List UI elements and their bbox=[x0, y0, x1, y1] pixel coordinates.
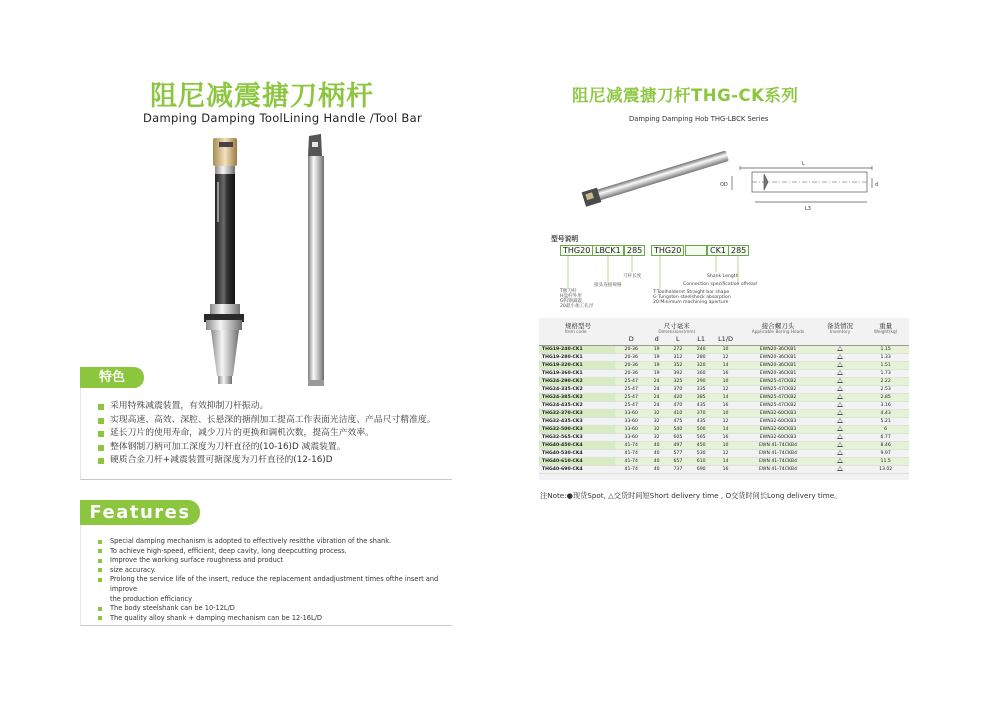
code-label-type-en-1: T:Toolholdernt Straight bar shape bbox=[653, 290, 730, 295]
table-cell: 19 bbox=[647, 362, 666, 370]
table-cell-weight: 3.16 bbox=[862, 402, 909, 410]
feature-en-item: the production efficiancy bbox=[110, 594, 193, 603]
table-cell: 10 bbox=[713, 442, 738, 450]
stock-cell bbox=[818, 442, 863, 450]
table-cell: EWN20-36CKB1 bbox=[738, 354, 818, 362]
feature-en-item: Special damping mechanism is adopted to effectively resitthe vibration of the shank. bbox=[98, 537, 448, 547]
table-cell-weight: 1.73 bbox=[862, 370, 909, 378]
code1-part2: LBCK1 bbox=[592, 245, 624, 256]
table-cell: 565 bbox=[690, 434, 713, 442]
table-cell: 41-74 bbox=[615, 450, 647, 458]
chinese-feature-list bbox=[98, 400, 436, 468]
table-cell-item: THG24-435-CK2 bbox=[539, 402, 615, 410]
code2-part2: CK1 bbox=[707, 245, 729, 256]
stock-cell bbox=[818, 362, 863, 370]
table-cell: EWN20-36CKB1 bbox=[738, 370, 818, 378]
table-cell: 737 bbox=[666, 466, 689, 474]
model-explanation-title: 型号说明 bbox=[551, 235, 579, 243]
table-cell-weight: 5.21 bbox=[862, 418, 909, 426]
table-cell-item: THG32-435-CK3 bbox=[539, 418, 615, 426]
header-blank bbox=[539, 335, 615, 346]
table-cell: 41-74 bbox=[615, 466, 647, 474]
code-label-type-4: 20最小加工孔径 bbox=[560, 304, 594, 309]
table-cell: EWN32-60CKB3 bbox=[738, 426, 818, 434]
stock-cell bbox=[818, 394, 863, 402]
table-cell: 450 bbox=[690, 442, 713, 450]
triangle-icon bbox=[837, 378, 843, 383]
stock-cell bbox=[818, 418, 863, 426]
table-cell: 32 bbox=[647, 426, 666, 434]
header-blank bbox=[818, 335, 863, 346]
table-cell: EWN25-47CKB2 bbox=[738, 378, 818, 386]
table-row bbox=[539, 450, 909, 458]
tool-holder-image-1 bbox=[200, 130, 260, 392]
table-cell-item: THG40-450-CK4 bbox=[539, 442, 615, 450]
model-code-diagram bbox=[550, 244, 790, 309]
table-cell-weight: 2.53 bbox=[862, 386, 909, 394]
table-cell-item: THG19-320-CK1 bbox=[539, 362, 615, 370]
table-cell: 14 bbox=[713, 426, 738, 434]
code2-part3: 285 bbox=[728, 245, 749, 256]
header-D: D bbox=[615, 335, 647, 346]
right-page-title: 阻尼减震搪刀杆THG-CK系列 bbox=[572, 86, 799, 105]
table-cell: EWN 41-74CKB4 bbox=[738, 458, 818, 466]
table-cell: 40 bbox=[647, 450, 666, 458]
table-cell: 420 bbox=[666, 394, 689, 402]
code-label-type-en-2: G:Tungsten steelshock absorption bbox=[653, 295, 731, 300]
table-cell: 20-36 bbox=[615, 354, 647, 362]
code-label-type-2: H盘杆外形 bbox=[560, 294, 582, 299]
table-row bbox=[539, 458, 909, 466]
stock-cell bbox=[818, 434, 863, 442]
table-cell: EWN32-60CKB3 bbox=[738, 410, 818, 418]
right-page-subtitle: Damping Damping Hob THG-LBCK Series bbox=[629, 115, 769, 123]
stock-cell bbox=[818, 386, 863, 394]
table-cell-weight: 1.15 bbox=[862, 346, 909, 354]
feature-cn-item: 整体钢制刀柄可加工深度为刀杆直径的(10-16)D 减震装置。 bbox=[98, 441, 436, 455]
table-cell: 272 bbox=[666, 346, 689, 354]
header-blank bbox=[738, 335, 818, 346]
table-row bbox=[539, 402, 909, 410]
table-cell: EWN 41-74CKB4 bbox=[738, 450, 818, 458]
spec-table bbox=[539, 318, 909, 474]
table-cell: 240 bbox=[690, 346, 713, 354]
spec-table-body bbox=[539, 346, 909, 474]
table-cell-weight: 13.02 bbox=[862, 466, 909, 474]
table-cell: 12 bbox=[713, 354, 738, 362]
triangle-icon bbox=[837, 466, 843, 471]
table-cell: 410 bbox=[666, 410, 689, 418]
stock-cell bbox=[818, 354, 863, 362]
delivery-note: 注Note:●现货Spot, △交货时间短Short delivery time , O交货时间长Long delivery time。 bbox=[540, 491, 842, 500]
table-cell-weight: 4.43 bbox=[862, 410, 909, 418]
stock-cell bbox=[818, 378, 863, 386]
table-cell: 10 bbox=[713, 346, 738, 354]
table-cell: 40 bbox=[647, 442, 666, 450]
feature-en-item: The quality alloy shank + damping mechanism can be 12-16L/D bbox=[98, 614, 448, 624]
code-label-connection: 接头连接规格 bbox=[594, 283, 622, 288]
table-cell: 19 bbox=[647, 346, 666, 354]
dimension-L: L bbox=[802, 161, 805, 167]
table-cell: 20-36 bbox=[615, 346, 647, 354]
table-cell-item: THG32-565-CK3 bbox=[539, 434, 615, 442]
table-cell: 370 bbox=[666, 386, 689, 394]
triangle-icon bbox=[837, 354, 843, 359]
stock-cell bbox=[818, 466, 863, 474]
table-cell: 690 bbox=[690, 466, 713, 474]
code-label-type-en-3: 20:Minimum machining aperture bbox=[653, 300, 729, 305]
table-cell: 325 bbox=[666, 378, 689, 386]
table-cell: 14 bbox=[713, 458, 738, 466]
stock-cell bbox=[818, 402, 863, 410]
table-row bbox=[539, 426, 909, 434]
table-cell: 360 bbox=[690, 370, 713, 378]
table-cell: 497 bbox=[666, 442, 689, 450]
stock-cell bbox=[818, 450, 863, 458]
table-cell: 540 bbox=[666, 426, 689, 434]
table-row bbox=[539, 418, 909, 426]
feature-en-item: size accuracy. bbox=[98, 566, 448, 576]
header-L1: L1 bbox=[690, 335, 713, 346]
table-cell-weight: 2.85 bbox=[862, 394, 909, 402]
feature-cn-item: 硬质合金刀杆+减震装置可搪深度为刀杆直径的(12-16)D bbox=[98, 454, 436, 468]
table-cell: 33-60 bbox=[615, 434, 647, 442]
header-L1D: L1/D bbox=[713, 335, 738, 346]
dimension-d: d bbox=[875, 182, 879, 188]
feature-en-item: The body steelshank can be 10-12L/D bbox=[98, 604, 448, 614]
table-cell: 352 bbox=[666, 362, 689, 370]
table-cell: EWN25-47CKB2 bbox=[738, 386, 818, 394]
triangle-icon bbox=[837, 402, 843, 407]
table-cell: 32 bbox=[647, 410, 666, 418]
table-cell: 290 bbox=[690, 378, 713, 386]
table-cell: EWN 41-74CKB4 bbox=[738, 442, 818, 450]
table-cell: 312 bbox=[666, 354, 689, 362]
table-cell-weight: 6.77 bbox=[862, 434, 909, 442]
table-cell-weight: 2.22 bbox=[862, 378, 909, 386]
table-cell: 10 bbox=[713, 410, 738, 418]
table-cell: 435 bbox=[690, 418, 713, 426]
table-cell: 370 bbox=[690, 410, 713, 418]
feature-en-item: Prolong the service life of the insert, reduce the replacement andadjustment times ofthe insert and improve bbox=[98, 575, 448, 594]
stock-cell bbox=[818, 426, 863, 434]
boring-bar-drawing bbox=[580, 130, 880, 220]
table-cell: 605 bbox=[666, 434, 689, 442]
table-cell: 24 bbox=[647, 378, 666, 386]
table-row bbox=[539, 354, 909, 362]
table-cell: 16 bbox=[713, 370, 738, 378]
tool-bar-image-2 bbox=[296, 130, 336, 392]
left-page-subtitle: Damping Damping ToolLining Handle /Tool Bar bbox=[143, 111, 422, 125]
table-cell: 25-47 bbox=[615, 386, 647, 394]
header-dimensions: 尺寸毫米 Dimensions(mm) bbox=[658, 322, 696, 335]
left-page-title: 阻尼减震搪刀柄杆 bbox=[150, 81, 374, 112]
table-row bbox=[539, 442, 909, 450]
table-cell: EWN25-47CKB2 bbox=[738, 402, 818, 410]
triangle-icon bbox=[837, 370, 843, 375]
table-cell: 19 bbox=[647, 370, 666, 378]
table-cell: 610 bbox=[690, 458, 713, 466]
table-cell: 40 bbox=[647, 466, 666, 474]
code-label-type-1: T搪刀杆 bbox=[560, 289, 577, 294]
table-cell: 530 bbox=[690, 450, 713, 458]
feature-cn-item: 实现高速、高效、深腔、长悬深的搪削加工提高工作表面光洁度、产品尺寸精准度。 bbox=[98, 414, 436, 428]
table-cell: 470 bbox=[666, 402, 689, 410]
table-cell: 280 bbox=[690, 354, 713, 362]
table-cell-item: THG40-610-CK4 bbox=[539, 458, 615, 466]
table-cell-item: THG40-530-CK4 bbox=[539, 450, 615, 458]
table-cell: 16 bbox=[713, 434, 738, 442]
table-cell: EWN 41-74CKB4 bbox=[738, 466, 818, 474]
table-row bbox=[539, 362, 909, 370]
table-cell: 25-47 bbox=[615, 378, 647, 386]
table-cell: 20-36 bbox=[615, 370, 647, 378]
table-cell-item: THG24-290-CK2 bbox=[539, 378, 615, 386]
table-cell: 385 bbox=[690, 394, 713, 402]
header-item: 规格型号 Item code bbox=[565, 322, 591, 335]
header-weight: 重量 Weight(kg) bbox=[873, 322, 898, 335]
stock-cell bbox=[818, 370, 863, 378]
table-cell: 577 bbox=[666, 450, 689, 458]
table-cell: 32 bbox=[647, 434, 666, 442]
table-row bbox=[539, 394, 909, 402]
table-cell: 32 bbox=[647, 418, 666, 426]
table-cell: 20-36 bbox=[615, 362, 647, 370]
table-cell: 16 bbox=[713, 402, 738, 410]
table-cell-weight: 6 bbox=[862, 426, 909, 434]
table-cell: 33-60 bbox=[615, 426, 647, 434]
table-row bbox=[539, 386, 909, 394]
header-stock: 备货情况 Inventory bbox=[827, 322, 854, 335]
table-cell-item: THG32-500-CK3 bbox=[539, 426, 615, 434]
code1-part1: THG20 bbox=[560, 245, 593, 256]
triangle-icon bbox=[837, 386, 843, 391]
table-cell: EWN25-47CKB2 bbox=[738, 394, 818, 402]
table-cell: 475 bbox=[666, 418, 689, 426]
code-label-length: 刀杆长度 bbox=[623, 274, 642, 279]
table-cell: 435 bbox=[690, 402, 713, 410]
table-row bbox=[539, 370, 909, 378]
table-cell: 335 bbox=[690, 386, 713, 394]
table-cell: EWN32-60CKB3 bbox=[738, 418, 818, 426]
table-row bbox=[539, 346, 909, 354]
table-cell-weight: 8.46 bbox=[862, 442, 909, 450]
table-cell-item: THG19-280-CK1 bbox=[539, 354, 615, 362]
table-cell: 33-60 bbox=[615, 410, 647, 418]
table-cell-item: THG19-360-CK1 bbox=[539, 370, 615, 378]
table-cell-item: THG32-370-CK3 bbox=[539, 410, 615, 418]
table-cell-weight: 9.97 bbox=[862, 450, 909, 458]
table-cell: 12 bbox=[713, 450, 738, 458]
triangle-icon bbox=[837, 434, 843, 439]
chinese-feature-tab: 特色 bbox=[80, 367, 144, 388]
table-cell: 12 bbox=[713, 418, 738, 426]
table-cell: 25-47 bbox=[615, 402, 647, 410]
table-cell: 40 bbox=[647, 458, 666, 466]
header-d: d bbox=[647, 335, 666, 346]
stock-cell bbox=[818, 410, 863, 418]
feature-cn-item: 采用特殊减震装置，有效抑制刀杆振动。 bbox=[98, 400, 436, 414]
table-cell: 24 bbox=[647, 386, 666, 394]
table-cell: 25-47 bbox=[615, 394, 647, 402]
table-cell-weight: 11.5 bbox=[862, 458, 909, 466]
triangle-icon bbox=[837, 426, 843, 431]
table-cell: 12 bbox=[713, 386, 738, 394]
table-cell-item: THG24-335-CK2 bbox=[539, 386, 615, 394]
triangle-icon bbox=[837, 362, 843, 367]
table-cell: 33-60 bbox=[615, 418, 647, 426]
table-cell: 320 bbox=[690, 362, 713, 370]
code-label-shank-length: Shank Length bbox=[707, 274, 739, 279]
table-cell-weight: 1.51 bbox=[862, 362, 909, 370]
stock-cell bbox=[818, 346, 863, 354]
table-cell: 14 bbox=[713, 394, 738, 402]
code2-part1: THG20 bbox=[651, 245, 684, 256]
triangle-icon bbox=[837, 442, 843, 447]
dimension-OD: OD bbox=[720, 182, 728, 188]
english-feature-list bbox=[98, 537, 448, 623]
table-cell: 392 bbox=[666, 370, 689, 378]
table-row bbox=[539, 410, 909, 418]
table-cell: EWN20-36CKB1 bbox=[738, 346, 818, 354]
table-cell-item: THG40-690-CK4 bbox=[539, 466, 615, 474]
table-cell: 19 bbox=[647, 354, 666, 362]
triangle-icon bbox=[837, 458, 843, 463]
feature-en-item: Improve the working surface roughness and product bbox=[98, 556, 448, 566]
triangle-icon bbox=[837, 418, 843, 423]
table-cell: 14 bbox=[713, 362, 738, 370]
table-row bbox=[539, 466, 909, 474]
table-cell-item: THG24-385-CK2 bbox=[539, 394, 615, 402]
header-boring-head: 接合螺刀头 Applicable Boring Heads bbox=[751, 322, 805, 335]
table-cell: EWN20-36CKB1 bbox=[738, 362, 818, 370]
table-row bbox=[539, 434, 909, 442]
triangle-icon bbox=[837, 410, 843, 415]
code-label-type-3: G钨钢减震 bbox=[560, 299, 582, 304]
dimension-L3: L3 bbox=[805, 206, 811, 212]
triangle-icon bbox=[837, 394, 843, 399]
table-cell: 10 bbox=[713, 378, 738, 386]
table-cell: 16 bbox=[713, 466, 738, 474]
code-label-connection-en: Connection specification ofhead bbox=[683, 282, 757, 287]
table-cell: 500 bbox=[690, 426, 713, 434]
feature-cn-item: 延长刀片的使用寿命，减少刀片的更换和调机次数，提高生产效率。 bbox=[98, 427, 436, 441]
header-blank bbox=[862, 335, 909, 346]
table-cell-weight: 1.33 bbox=[862, 354, 909, 362]
english-feature-tab: Features bbox=[80, 500, 200, 525]
feature-en-item: To achieve high-speed, efficient, deep cavity, long deepcutting process. bbox=[98, 547, 448, 557]
header-L: L bbox=[666, 335, 689, 346]
table-cell: 24 bbox=[647, 402, 666, 410]
triangle-icon bbox=[837, 450, 843, 455]
triangle-icon bbox=[837, 346, 843, 351]
table-row bbox=[539, 378, 909, 386]
table-cell-item: THG19-240-CK1 bbox=[539, 346, 615, 354]
code1-part3: 285 bbox=[624, 245, 645, 256]
table-cell: 657 bbox=[666, 458, 689, 466]
table-cell: 24 bbox=[647, 394, 666, 402]
stock-cell bbox=[818, 458, 863, 466]
table-cell: 41-74 bbox=[615, 442, 647, 450]
table-cell: EWN32-60CKB3 bbox=[738, 434, 818, 442]
table-cell: 41-74 bbox=[615, 458, 647, 466]
